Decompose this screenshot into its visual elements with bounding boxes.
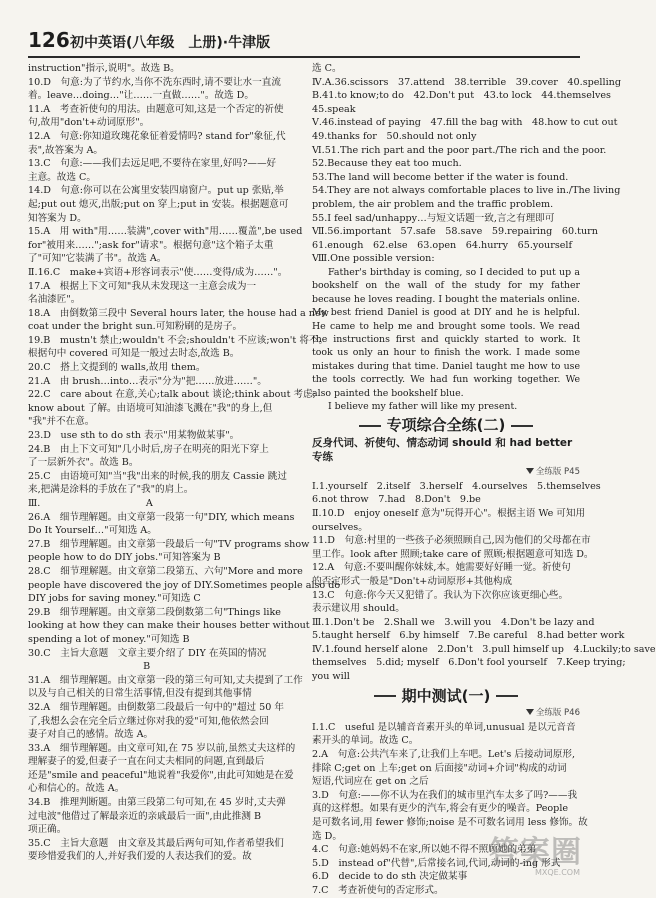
answer-line: 15.A 用 with"用……装满",cover with"用……覆盖",be used: [28, 226, 303, 238]
answer-line: 17.A 根据上下文可知"我从未发现这一主意会成为一: [28, 280, 257, 292]
answer-line: 45.speak: [312, 103, 356, 115]
answer-line: 27.B 细节理解题。由文章第一段最后一句"TV programs show: [28, 538, 310, 550]
midterm-ref-text: 全练版 P46: [535, 708, 580, 719]
answer-line: 选 C。: [312, 63, 342, 74]
answer-line: 23.D use sth to do sth 表示"用某物做某事"。: [28, 430, 240, 442]
answer-line: 52.Because they eat too much.: [312, 158, 462, 170]
answer-line: 54.They are not always comfortable places to live in./The living: [312, 185, 621, 197]
answer-line: 素开头的单词。故选 C。: [312, 735, 419, 747]
essay-paragraph: I believe my father will like my present.: [328, 400, 518, 412]
answer-line: 真的这样想。如果有更少的汽车,将会有更少的噪音。People: [312, 803, 569, 815]
watermark-url: MXQE.COM: [534, 868, 580, 877]
essay-paragraph: Father's birthday is coming, so I decided to put up a bookshelf on the wall of the study for my father because he loves reading. I bought the materials online. My best friend Daniel is good at DIY and he is helpful. He came to help me and brought some tools. We read the instructions first and quickly started to work. It took us only an hour to finish the work. I made some mistakes during that time. Daniel taught me how to use the tools correctly. We had fun working together. We also painted the bookshelf blue.: [312, 266, 580, 399]
sample-essay: [312, 266, 580, 413]
book-title: 初中英语(八年级 上册)·牛津版: [70, 35, 271, 51]
answer-line: 5.taught herself 6.by himself 7.Be careful 8.had better work: [312, 630, 625, 642]
title-decoration: [374, 695, 396, 697]
answer-line: 根据句中 covered 可知是一般过去时态,故选 B。: [28, 348, 240, 360]
answer-line: 以及与自己相关的日常生活事情,但没有提到其他事情: [28, 688, 252, 700]
answer-line: Ⅰ.1.C useful 是以辅音音素开头的单词,unusual 是以元音音: [312, 721, 576, 733]
title-decoration: [511, 425, 533, 427]
answer-line: Ⅴ.46.instead of paying 47.fill the bag with 48.how to cut out: [312, 117, 618, 129]
answer-line: Ⅶ.56.important 57.safe 58.save 59.repairing 60.turn: [312, 226, 598, 238]
answer-line: Ⅰ.1.yourself 2.itself 3.herself 4.ourselves 5.themselves: [312, 480, 601, 492]
right-column: [312, 62, 656, 898]
midterm-reference: [312, 707, 580, 721]
answer-line: 6.D decide to do sth 决定做某事: [312, 871, 468, 883]
answer-line: 13.C 句意:你今天又犯错了。我认为下次你应该更细心些。: [312, 589, 569, 601]
answer-line: Ⅱ.16.C make+宾语+形容词表示"使……变得/成为……"。: [28, 266, 288, 278]
answer-line: 要珍惜爱我们的人,并好我们爱的人表达我们的爱。故: [28, 851, 252, 863]
special-title-text: 专项综合全练(二): [386, 416, 506, 435]
title-decoration: [359, 425, 381, 427]
answer-line: 表",故答案为 A。: [28, 144, 104, 156]
answer-line: 短语,代词应在 get on 之后: [312, 776, 429, 788]
answer-line: people how to do DIY jobs."可知答案为 B: [28, 552, 221, 564]
answer-line: coat under the bright sun.可知粉刷的是房子。: [28, 321, 243, 333]
answer-line: 21.A 由 brush…into…表示"分为"把……放进……"。: [28, 375, 267, 387]
answer-line: 句,故用"don't+动词原形"。: [28, 117, 150, 129]
answer-line: 10.D 句意:为了节约水,当你不洗东西时,请不要让水一直流: [28, 76, 281, 88]
answer-line: 33.A 细节理解题。由文章可知,在 75 岁以前,虽然丈夫这样的: [28, 742, 296, 754]
answer-line: for"被用来……";ask for"请求"。根据句意"这个箱子太重: [28, 239, 274, 251]
triangle-icon: [526, 468, 534, 474]
answer-line: 4.C 句意:她妈妈不在家,所以她不得不照顾她的弟弟: [312, 844, 537, 856]
answer-line: ourselves。: [312, 521, 368, 533]
answer-line: 20.C 搭上文提到的 walls,故用 them。: [28, 362, 206, 374]
answer-line: 22.C care about 在意,关心;talk about 谈论;think about 考虑;: [28, 389, 316, 401]
answer-line: 12.A 句意:不要叫醒你妹妹,本。她需要好好睡一觉。祈使句: [312, 562, 571, 574]
answer-line: 13.C 句意:——我们去远足吧,不要待在家里,好吗?——好: [28, 158, 277, 170]
answer-line: 还是"smile and peaceful"地说着"我爱你",由此可知她是在爱: [28, 769, 294, 781]
answer-line: Ⅲ. A: [28, 498, 153, 509]
midterm-title: [312, 686, 580, 705]
answer-line: Ⅲ.1.Don't be 2.Shall we 3.will you 4.Don't be lazy and: [312, 616, 595, 628]
watermark-logo: 答案圈: [489, 835, 582, 870]
answer-line: 的否定形式一般是"Don't+动词原形+其他构成: [312, 575, 513, 587]
answer-line: 6.not throw 7.had 8.Don't 9.be: [312, 494, 481, 506]
special-ref-text: 全练版 P45: [535, 467, 580, 478]
answer-line: 项正确。: [28, 824, 67, 836]
answer-line: 2.A 句意:公共汽车来了,让我们上车吧。Let's 后接动词原形,: [312, 749, 575, 761]
answer-line: 5.D instead of"代替",后常接名词,代词,动词的-ing 形式: [312, 857, 561, 869]
answer-line: Do It Yourself…"可知选 A。: [28, 525, 157, 537]
answer-line: spending a lot of money."可知选 B: [28, 633, 190, 645]
answer-line: looking at how they can make their houses better without: [28, 620, 310, 632]
answer-line: 24.B 由上下文可知"几小时后,房子在明亮的阳光下穿上: [28, 443, 269, 455]
answer-line: Ⅵ.51.The rich part and the poor part./The rich and the poor.: [312, 144, 607, 156]
answer-line: 14.D 句意:你可以在公寓里安装四扇窗户。put up 张贴,举: [28, 185, 284, 197]
answer-line: Ⅷ.One possible version:: [312, 253, 435, 265]
answer-line: 名油漆匠"。: [28, 294, 81, 306]
answer-line: 11.D 句意:村里的一些孩子必须照顾自己,因为他们的父母都在市: [312, 535, 591, 547]
answer-line: 了"可知"它装满了书"。故选 A。: [28, 253, 167, 265]
answer-line: Ⅱ.10.D enjoy oneself 意为"玩得开心"。根据主语 We 可知用: [312, 507, 586, 519]
answer-line: 过电波"他借过了解最亲近的亲戚最后一面",由此推测 B: [28, 810, 262, 822]
answer-line: 理解妻子的爱,但妻子一直在问丈夫相同的问题,直到最后: [28, 756, 265, 768]
answer-line: 19.B mustn't 禁止;wouldn't 不会;shouldn't 不应该;won't 将不。: [28, 334, 329, 346]
answer-line: 了,我想么会在完全后立继过你对我的爱"可知,他依然会回: [28, 715, 269, 727]
answer-line: 着。leave…doing…"让……一直做……"。故选 D。: [28, 90, 254, 102]
answer-line: 排除 C;get on 上车;get on 后面接"动词+介词"构成的动词: [312, 762, 567, 774]
answer-line: 61.enough 62.else 63.open 64.hurry 65.yourself: [312, 239, 573, 251]
answer-line: you will: [312, 671, 350, 683]
special-subtitle: 反身代词、祈使句、情态动词 should 和 had better 专练: [312, 436, 573, 463]
answer-line: people have discovered the joy of DIY.Sometimes people also do: [28, 579, 341, 591]
answer-line: "我"并不在意。: [28, 416, 95, 428]
answer-line: 起;put out 熄灭,出版;put on 穿上;put in 安装。根据题意可: [28, 198, 289, 210]
answer-block-special: [312, 480, 656, 684]
answer-line: 28.C 细节理解题。由文章第二段第五、六句"More and more: [28, 565, 303, 577]
answer-line: 知答案为 D。: [28, 212, 87, 224]
midterm-title-text: 期中测试(一): [401, 686, 491, 705]
answer-line: DIY jobs for saving money."可知选 C: [28, 593, 201, 605]
answer-line: 里工作。look after 照顾;take care of 照顾;根据题意可知选 D。: [312, 548, 594, 560]
special-reference: [312, 466, 580, 480]
answer-line: 35.C 主旨大意题 由文章及其最后两句可知,作者希望我们: [28, 837, 284, 849]
answer-line: 29.B 细节理解题。由文章第二段倒数第二句"Things like: [28, 606, 281, 618]
answer-line: know about 了解。由语境可知油漆飞溅在"我"的身上,但: [28, 402, 273, 414]
header-rule: [28, 56, 580, 58]
answer-line: 34.B 推理判断题。由第三段第二句可知,在 45 岁时,丈夫弹: [28, 797, 286, 809]
answer-line: 32.A 细节理解题。由倒数第二段最后一句中的"超过 50 年: [28, 701, 284, 713]
answer-line: 25.C 由语境可知"当"我"出来的时候,我的朋友 Cassie 跳过: [28, 470, 287, 482]
answer-line: 31.A 细节理解题。由文章第一段的第三句可知,丈夫提到了工作: [28, 674, 303, 686]
answer-line: B.41.to know;to do 42.Don't put 43.to lock 44.themselves: [312, 90, 611, 102]
answer-line: 12.A 句意:你知道玫瑰花象征着爱情吗? stand for"象征,代: [28, 130, 286, 142]
answer-line: 表示建议用 should。: [312, 603, 405, 615]
answer-line: 11.A 考查祈使句的用法。由题意可知,这是一个否定的祈使: [28, 103, 284, 115]
answer-line: 7.C 考查祈使句的否定形式。: [312, 884, 444, 896]
answer-block-top: [312, 62, 621, 266]
answer-line: 主意。故选 C。: [28, 171, 96, 183]
answer-line: 了一层新外衣"。故选 B。: [28, 457, 139, 469]
answer-line: 心和信心的。故选 A。: [28, 783, 125, 795]
answer-line: themselves 5.did; myself 6.Don't fool yourself 7.Keep trying;: [312, 657, 626, 669]
answer-line: 55.I feel sad/unhappy…与短文话题一致,言之有理即可: [312, 212, 555, 224]
answer-line: 30.C 主旨大意题 文章主要介绍了 DIY 在英国的情况: [28, 647, 267, 659]
answer-line: Ⅳ.A.36.scissors 37.attend 38.terrible 39.cover 40.spelling: [312, 76, 621, 88]
answer-line: 18.A 由倒数第三段中 Several hours later, the house had a new: [28, 307, 329, 319]
answer-line: 49.thanks for 50.should not only: [312, 130, 477, 142]
answer-line: B: [28, 661, 151, 673]
page-header: [28, 28, 580, 54]
answer-line: 妻子对自己的感情。故选 A。: [28, 729, 154, 741]
answer-line: 来,把满是涂料的手放在了"我"的肩上。: [28, 484, 194, 496]
answer-line: 26.A 细节理解题。由文章第一段第一句"DIY, which means: [28, 511, 295, 523]
answer-line: 3.D 句意:——你不认为在我们的城市里汽车太多了吗?——我: [312, 789, 578, 801]
answer-line: Ⅳ.1.found herself alone 2.Don't 3.pull himself up 4.Luckily;to save: [312, 643, 656, 655]
triangle-icon: [526, 709, 534, 715]
answer-line: 选 D。: [312, 830, 342, 842]
title-decoration: [496, 695, 518, 697]
answer-line: problem, the air problem and the traffic problem.: [312, 198, 554, 210]
page-number: 126: [28, 28, 70, 52]
answer-line: instruction"指示,说明"。故选 B。: [28, 63, 180, 74]
special-practice-title: [312, 416, 580, 435]
answer-line: 是可数名词,用 fewer 修饰;noise 是不可数名词用 less 修饰。故: [312, 817, 588, 828]
answer-line: 53.The land will become better if the water is found.: [312, 171, 569, 183]
